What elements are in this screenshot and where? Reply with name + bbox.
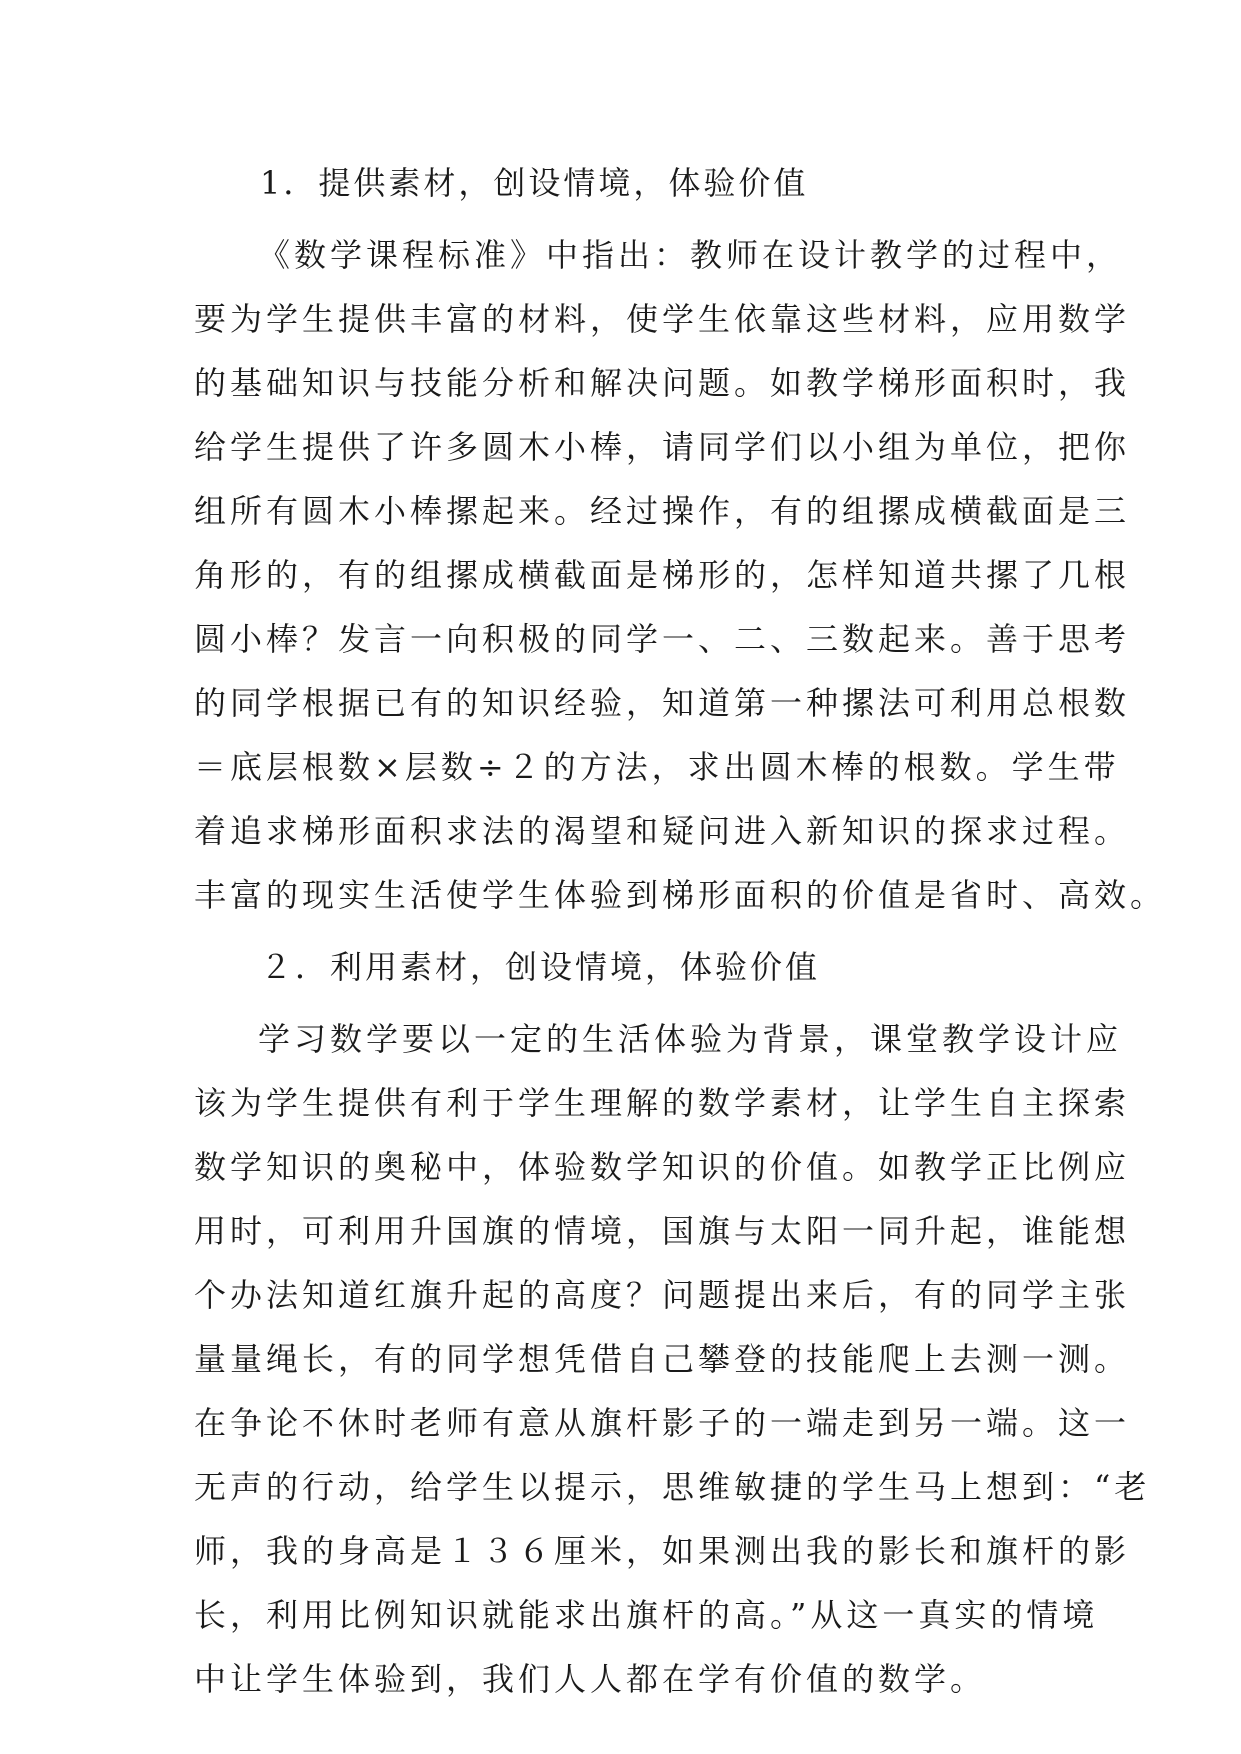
- paragraph-line: 个办法知道红旗升起的高度？问题提出来后，有的同学主张: [194, 1276, 1131, 1314]
- section-2-heading: ２．利用素材，创设情境，体验价值: [260, 948, 821, 986]
- paragraph-line: 该为学生提供有利于学生理解的数学素材，让学生自主探索: [194, 1084, 1131, 1122]
- paragraph-line: 的同学根据已有的知识经验，知道第一种摞法可利用总根数: [194, 684, 1131, 722]
- paragraph-line: 数学知识的奥秘中，体验数学知识的价值。如教学正比例应: [194, 1148, 1131, 1186]
- paragraph-line: 着追求梯形面积求法的渴望和疑问进入新知识的探求过程。: [194, 812, 1131, 850]
- section-1-heading: 1．提供素材，创设情境，体验价值: [260, 164, 809, 202]
- paragraph-line: 角形的，有的组摞成横截面是梯形的，怎样知道共摞了几根: [194, 556, 1131, 594]
- paragraph-line: 的基础知识与技能分析和解决问题。如教学梯形面积时，我: [194, 364, 1131, 402]
- paragraph-line: 师，我的身高是１３６厘米，如果测出我的影长和旗杆的影: [194, 1532, 1131, 1570]
- paragraph-line: 中让学生体验到，我们人人都在学有价值的数学。: [194, 1660, 987, 1698]
- paragraph-line: 学习数学要以一定的生活体验为背景，课堂教学设计应: [258, 1020, 1123, 1058]
- paragraph-line: 在争论不休时老师有意从旗杆影子的一端走到另一端。这一: [194, 1404, 1131, 1442]
- paragraph-line: 《数学课程标准》中指出：教师在设计教学的过程中，: [258, 236, 1123, 274]
- paragraph-line: 丰富的现实生活使学生体验到梯形面积的价值是省时、高效。: [194, 876, 1167, 914]
- paragraph-line: 给学生提供了许多圆木小棒，请同学们以小组为单位，把你: [194, 428, 1131, 466]
- paragraph-line: 无声的行动，给学生以提示，思维敏捷的学生马上想到：“老: [194, 1468, 1151, 1506]
- paragraph-line: 组所有圆木小棒摞起来。经过操作，有的组摞成横截面是三: [194, 492, 1131, 530]
- paragraph-line: ＝底层根数×层数÷２的方法，求出圆木棒的根数。学生带: [194, 748, 1120, 786]
- paragraph-line: 长，利用比例知识就能求出旗杆的高。”从这一真实的情境: [194, 1596, 1099, 1634]
- paragraph-line: 用时，可利用升国旗的情境，国旗与太阳一同升起，谁能想: [194, 1212, 1131, 1250]
- paragraph-line: 要为学生提供丰富的材料，使学生依靠这些材料，应用数学: [194, 300, 1131, 338]
- paragraph-line: 量量绳长，有的同学想凭借自己攀登的技能爬上去测一测。: [194, 1340, 1131, 1378]
- paragraph-line: 圆小棒？发言一向积极的同学一、二、三数起来。善于思考: [194, 620, 1131, 658]
